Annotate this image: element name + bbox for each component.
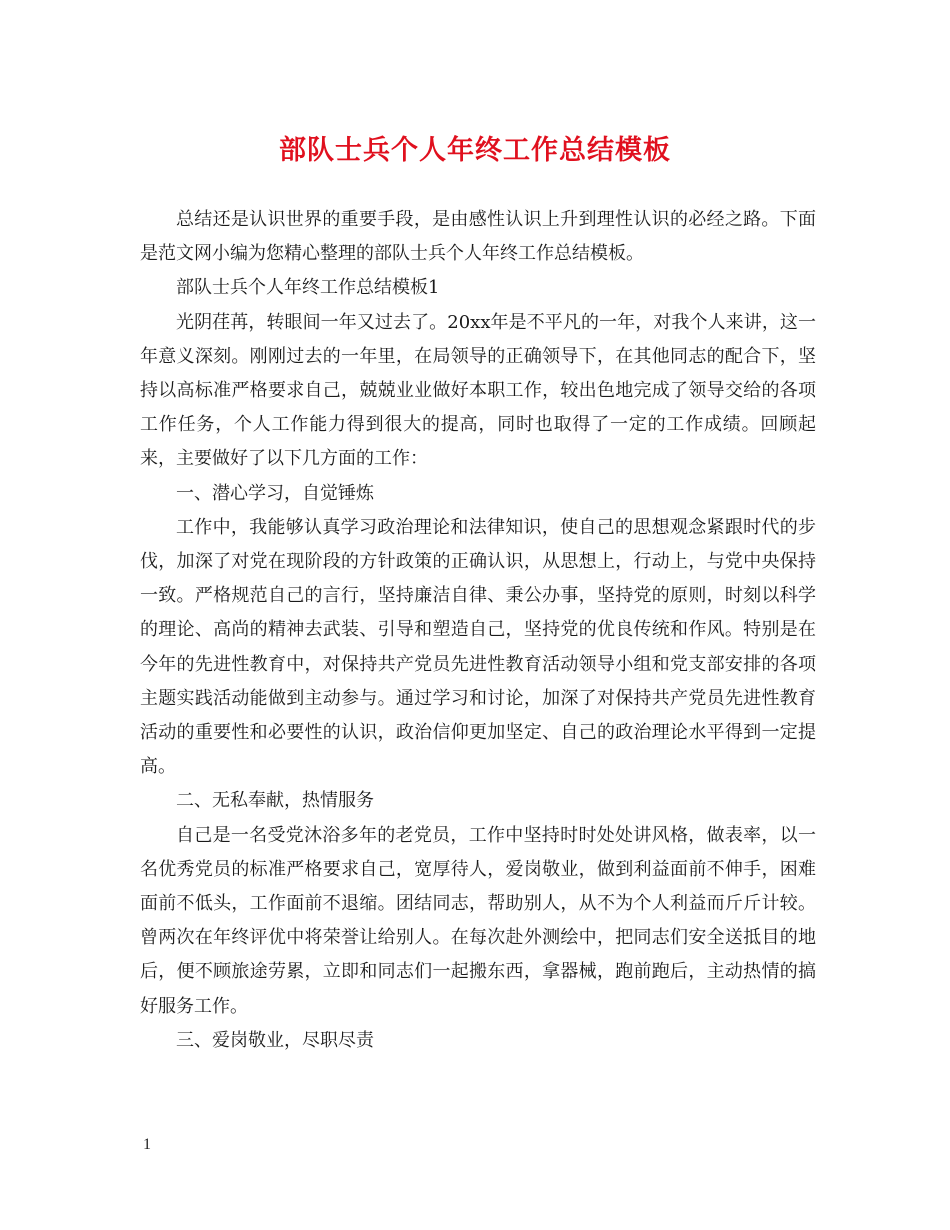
document-body — [140, 203, 816, 1058]
template-heading: 部队士兵个人年终工作总结模板1 — [176, 277, 440, 299]
intro-paragraph: 总结还是认识世界的重要手段，是由感性认识上升到理性认识的必经之路。下面是范文网小编为您精心整理的部队士兵个人年终工作总结模板。 — [140, 209, 816, 265]
document-title: 部队士兵个人年终工作总结模板 — [279, 135, 671, 166]
opening-paragraph: 光阴荏苒，转眼间一年又过去了。20xx年是不平凡的一年，对我个人来讲，这一年意义深刻。刚刚过去的一年里，在局领导的正确领导下，在其他同志的配合下，坚持以高标准严格要求自己，兢兢业业做好本职工作，较出色地完成了领导交给的各项工作任务，个人工作能力得到很大的提高，同时也取得了一定的工作成绩。回顾起来，主要做好了以下几方面的工作： — [140, 311, 816, 470]
section-heading-2: 二、无私奉献，热情服务 — [176, 790, 374, 812]
page-number: 1 — [143, 1136, 151, 1153]
section-paragraph-1: 工作中，我能够认真学习政治理论和法律知识，使自己的思想观念紧跟时代的步伐，加深了对党在现阶段的方针政策的正确认识，从思想上，行动上，与党中央保持一致。严格规范自己的言行，坚持廉洁自律、秉公办事，坚持党的原则，时刻以科学的理论、高尚的精神去武装、引导和塑造自己，坚持党的优良传统和作风。特别是在今年的先进性教育中，对保持共产党员先进性教育活动领导小组和党支部安排的各项主题实践活动能做到主动参与。通过学习和讨论，加深了对保持共产党员先进性教育活动的重要性和必要性的认识，政治信仰更加坚定、自己的政治理论水平得到一定提高。 — [140, 516, 816, 778]
section-heading-3: 三、爱岗敬业，尽职尽责 — [176, 1029, 374, 1051]
section-heading-1: 一、潜心学习，自觉锤炼 — [176, 482, 374, 504]
section-paragraph-2: 自己是一名受党沐浴多年的老党员，工作中坚持时时处处讲风格，做表率，以一名优秀党员的标准严格要求自己，宽厚待人，爱岗敬业，做到利益面前不伸手，困难面前不低头，工作面前不退缩。团结同志，帮助别人，从不为个人利益而斤斤计较。曾两次在年终评优中将荣誉让给别人。在每次赴外测绘中，把同志们安全送抵目的地后，便不顾旅途劳累，立即和同志们一起搬东西，拿器械，跑前跑后，主动热情的搞好服务工作。 — [140, 824, 816, 1017]
